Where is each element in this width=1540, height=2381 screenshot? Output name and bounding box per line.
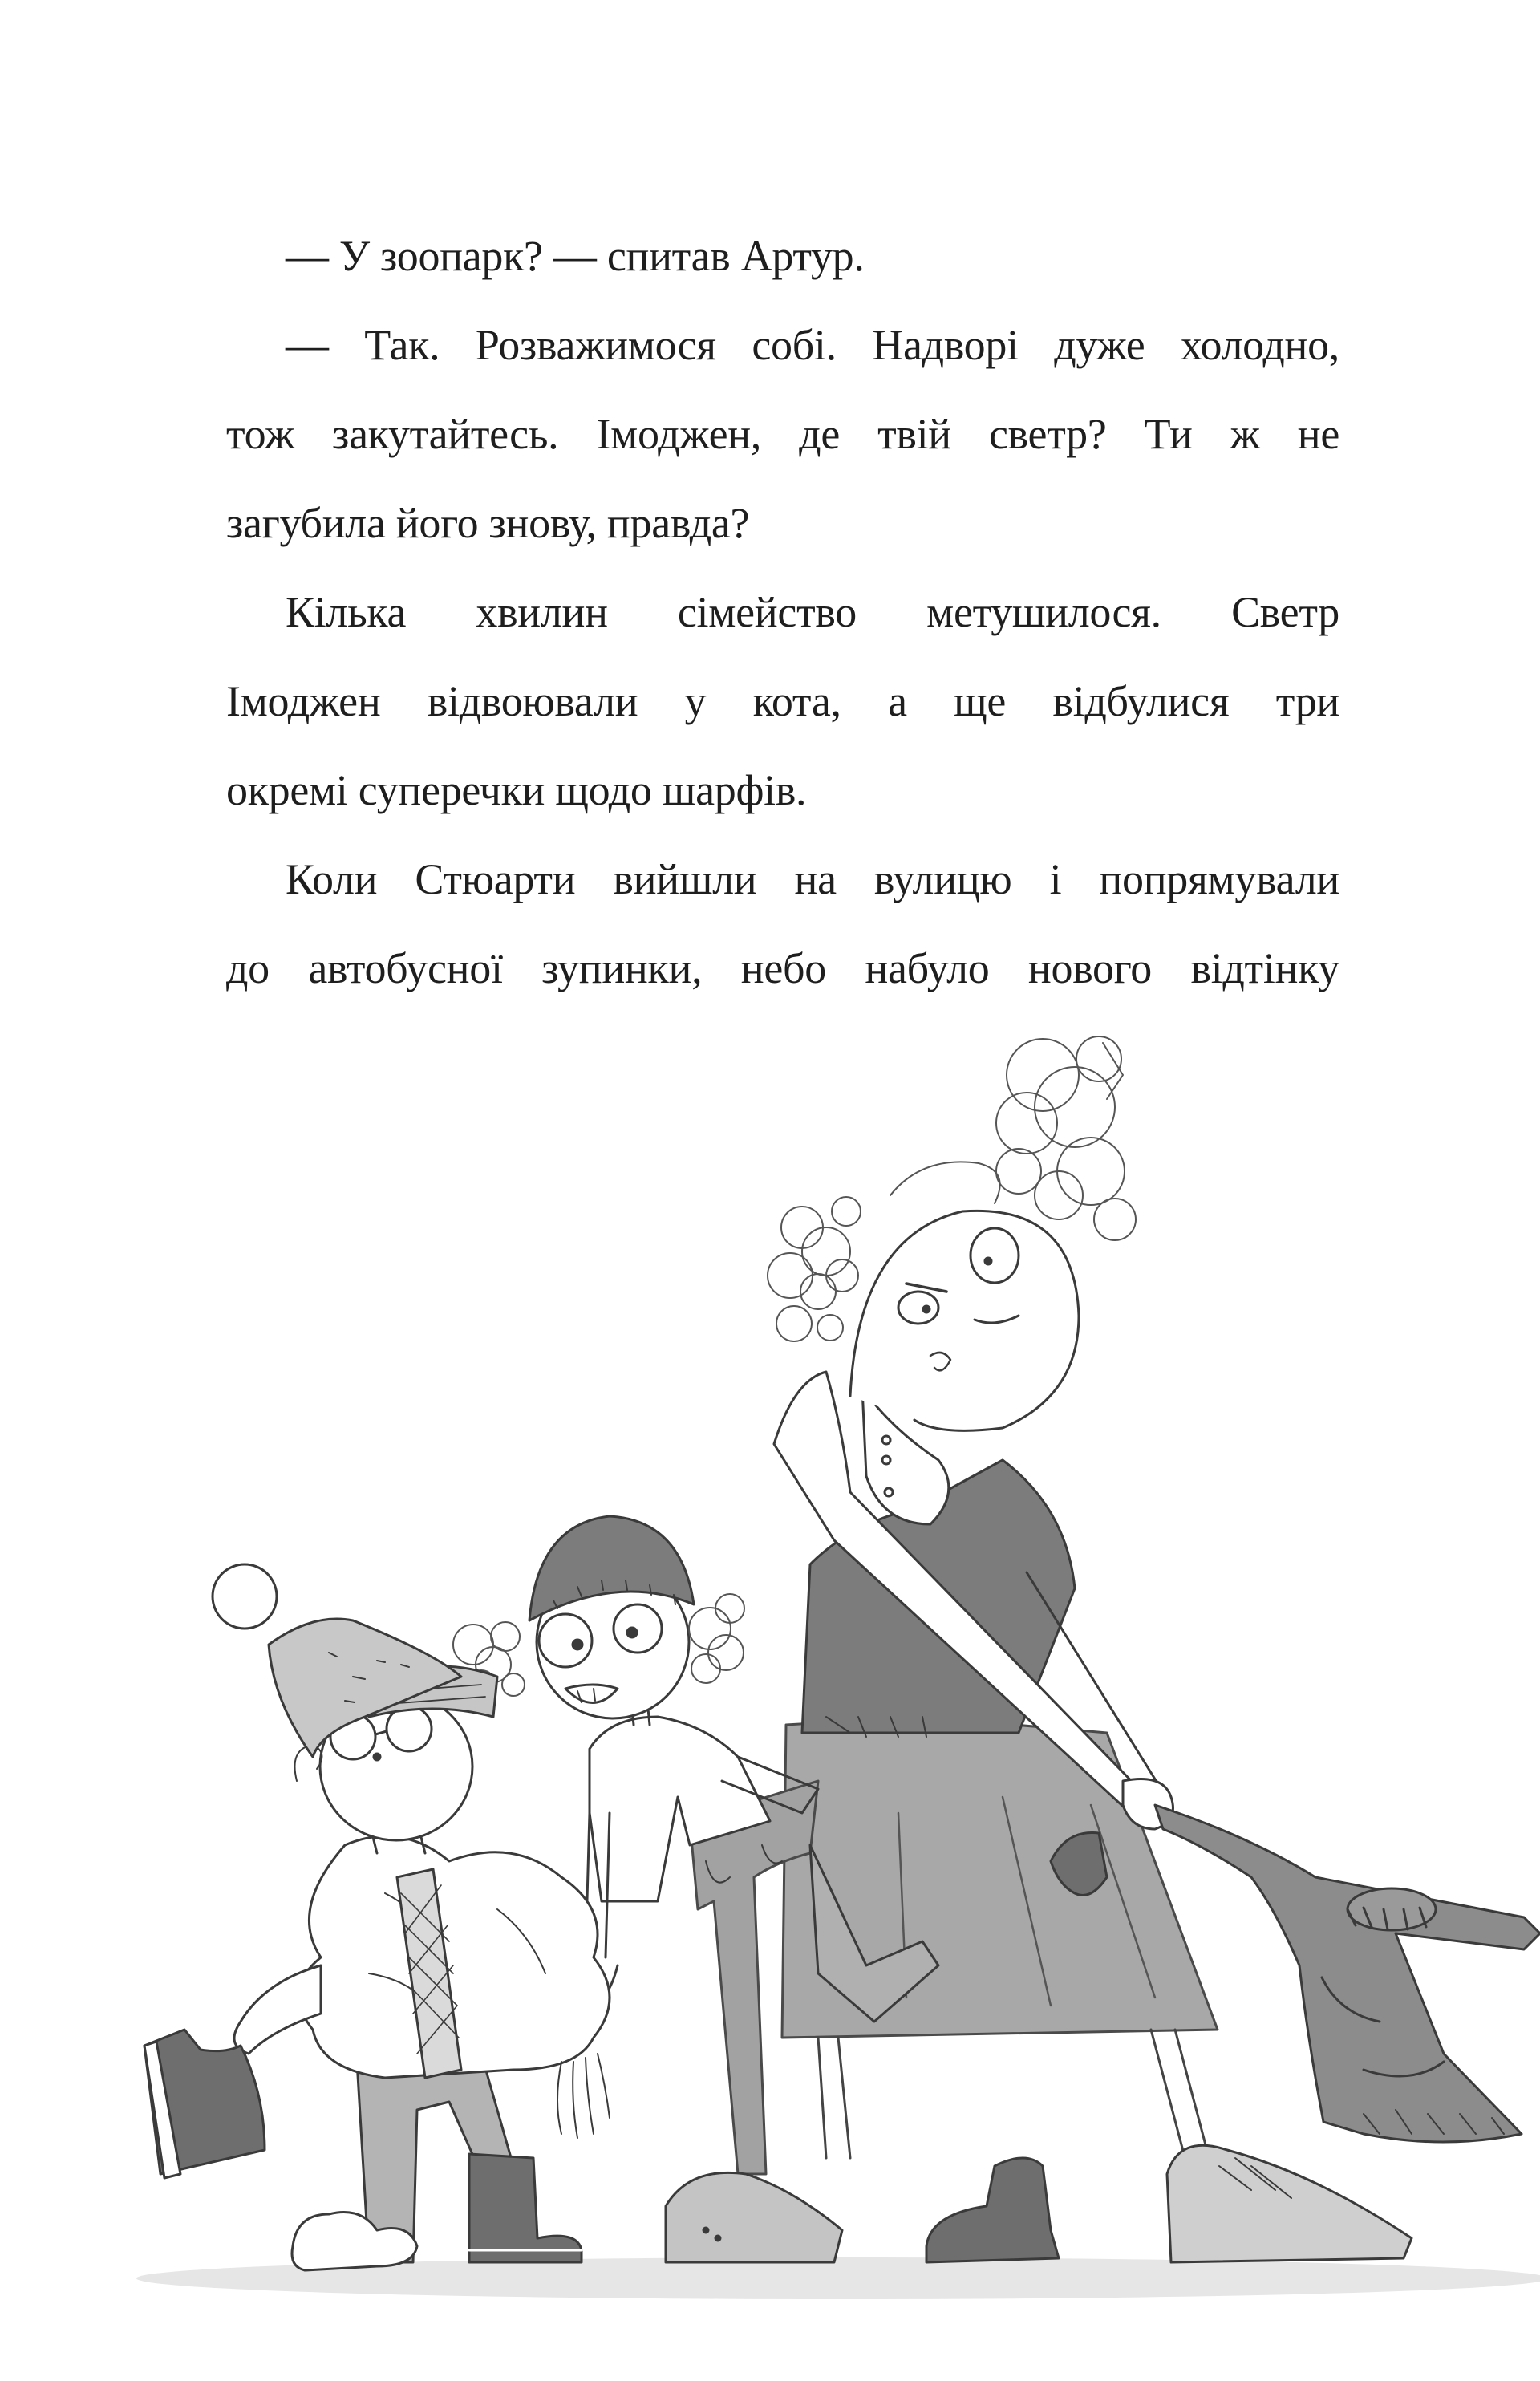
dark-boot (926, 2158, 1059, 2262)
sweater (1155, 1805, 1540, 2142)
family-illustration (0, 1011, 1540, 2381)
text-line: окремі суперечки щодо шарфів. (226, 766, 807, 814)
boy-figure (144, 1564, 610, 2270)
text-line: до автобусної зупинки, небо набуло нового відтінку (226, 944, 1339, 992)
text-line: Кілька хвилин сімейство метушилося. Светр (286, 588, 1339, 636)
text-line: Коли Стюарти вийшли на вулицю і попрямували (286, 855, 1339, 903)
text-line: — У зоопарк? — спитав Артур. (286, 232, 865, 280)
body-text (226, 212, 1339, 1013)
text-line: Імоджен відвоювали у кота, а ще відбулися три (226, 677, 1339, 725)
text-line: — Так. Розважимося собі. Надворі дуже холодно, (286, 321, 1339, 369)
text-line: тож закутайтесь. Імоджен, де твій светр? Ти ж не (226, 410, 1339, 458)
text-line: загубила його знову, правда? (226, 499, 750, 547)
